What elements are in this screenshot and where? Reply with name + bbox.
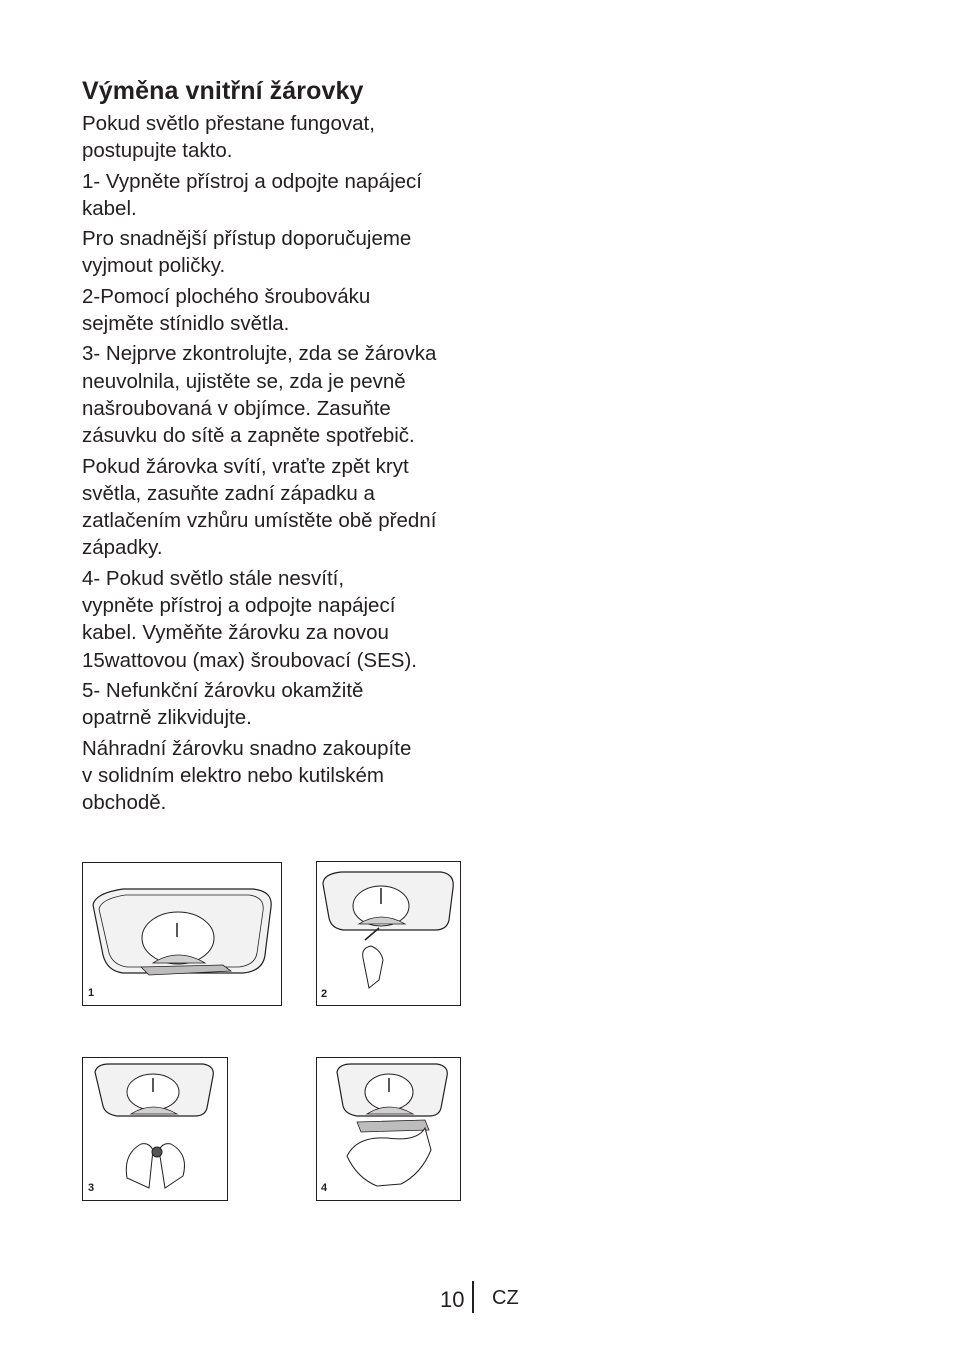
page-number: 10 (440, 1287, 465, 1312)
paragraph-line: obchodě. (82, 791, 167, 815)
paragraph-line: zásuvku do sítě a zapněte spotřebič. (82, 424, 415, 448)
figure-4-cover-refit (316, 1057, 461, 1201)
instruction-paragraph (82, 168, 482, 223)
paragraph-line: neuvolnila, ujistěte se, zda je pevně (82, 369, 406, 393)
figure-2-screwdriver (316, 861, 461, 1006)
paragraph-line: 4- Pokud světlo stále nesvítí, (82, 566, 345, 590)
instruction-paragraph (82, 225, 482, 280)
language-code: CZ (492, 1287, 519, 1309)
paragraph-line: postupujte takto. (82, 139, 233, 163)
figure-number: 3 (88, 1182, 95, 1194)
figure-number: 1 (88, 987, 95, 999)
section-heading: Výměna vnitřní žárovky (82, 77, 364, 105)
paragraph-line: 15wattovou (max) šroubovací (SES). (82, 648, 417, 672)
paragraph-line: západky. (82, 536, 163, 560)
paragraph-line: vyjmout poličky. (82, 254, 226, 278)
figure-number: 4 (321, 1182, 328, 1194)
instruction-paragraph (82, 735, 482, 817)
paragraph-line: kabel. (82, 196, 137, 220)
paragraph-line: našroubovaná v objímce. Zasuňte (82, 396, 391, 420)
figure-number: 2 (321, 988, 328, 1000)
paragraph-line: kabel. Vyměňte žárovku za novou (82, 621, 389, 645)
paragraph-line: Pro snadnější přístup doporučujeme (82, 227, 412, 251)
paragraph-line: v solidním elektro nebo kutilském (82, 763, 384, 787)
paragraph-line: Pokud žárovka svítí, vraťte zpět kryt (82, 454, 409, 478)
paragraph-line: 5- Nefunkční žárovku okamžitě (82, 678, 364, 702)
paragraph-line: opatrně zlikvidujte. (82, 706, 252, 730)
paragraph-line: Náhradní žárovku snadno zakoupíte (82, 736, 412, 760)
paragraph-line: světla, zasuňte zadní západku a (82, 481, 375, 505)
paragraph-line: zatlačením vzhůru umístěte obě přední (82, 509, 437, 533)
paragraph-line: 3- Nejprve zkontrolujte, zda se žárovka (82, 342, 437, 366)
instruction-paragraph (82, 453, 482, 562)
figure-3-bulb-check (82, 1057, 228, 1201)
paragraph-line: 1- Vypněte přístroj a odpojte napájecí (82, 169, 422, 193)
instructions-section (82, 76, 482, 819)
instruction-paragraph (82, 283, 482, 338)
paragraph-line: vypněte přístroj a odpojte napájecí (82, 594, 396, 618)
paragraph-line: Pokud světlo přestane fungovat, (82, 112, 375, 135)
instruction-paragraph (82, 110, 482, 165)
instruction-paragraph (82, 565, 482, 674)
figure-1-lamp-cover (82, 862, 282, 1006)
paragraph-line: sejměte stínidlo světla. (82, 312, 290, 336)
footer-divider (472, 1281, 474, 1313)
instruction-paragraph (82, 677, 482, 732)
paragraph-line: 2-Pomocí plochého šroubováku (82, 284, 371, 308)
instruction-paragraphs (82, 110, 482, 816)
instruction-paragraph (82, 340, 482, 449)
